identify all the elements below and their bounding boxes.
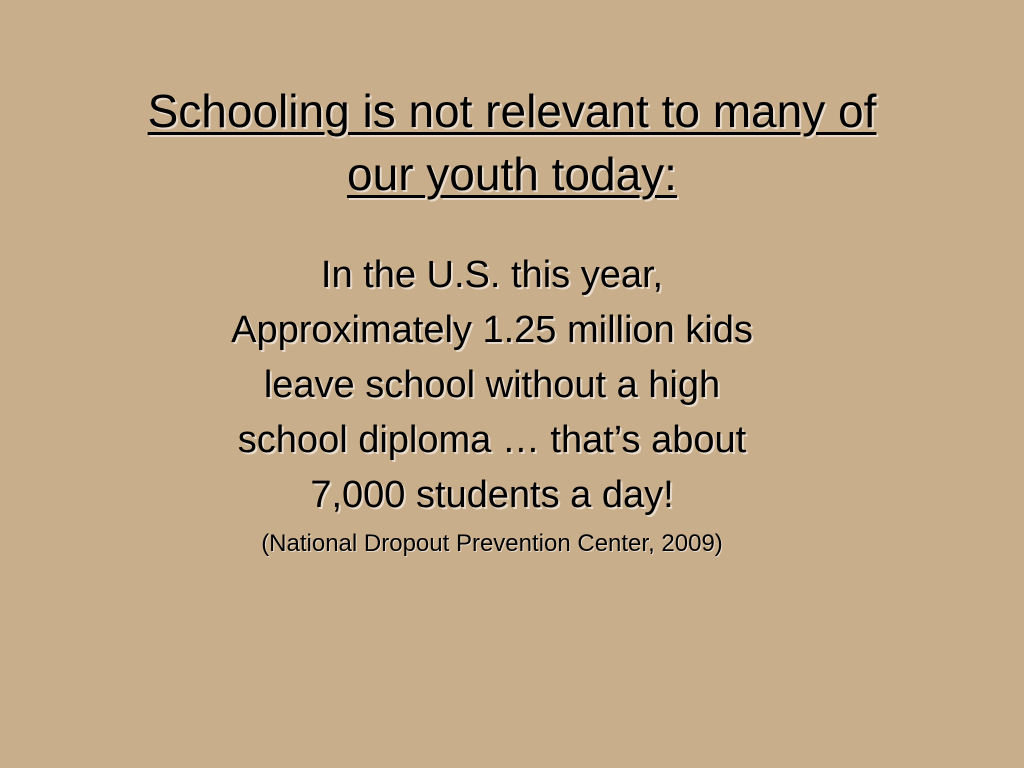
title-line bbox=[60, 143, 964, 206]
citation-text: (National Dropout Prevention Center, 2009) bbox=[261, 530, 723, 557]
title-line-text: our youth today: bbox=[347, 148, 677, 200]
body-line: 7,000 students a day! bbox=[310, 474, 674, 516]
title-line-text: Schooling is not relevant to many of bbox=[147, 85, 877, 137]
body-line: leave school without a high bbox=[263, 364, 721, 406]
body-line: Approximately 1.25 million kids bbox=[231, 309, 753, 351]
slide-body bbox=[112, 248, 872, 559]
slide-title bbox=[60, 80, 964, 206]
body-line: school diploma … that’s about bbox=[237, 419, 747, 461]
title-line bbox=[60, 80, 964, 143]
body-line: In the U.S. this year, bbox=[320, 254, 664, 296]
